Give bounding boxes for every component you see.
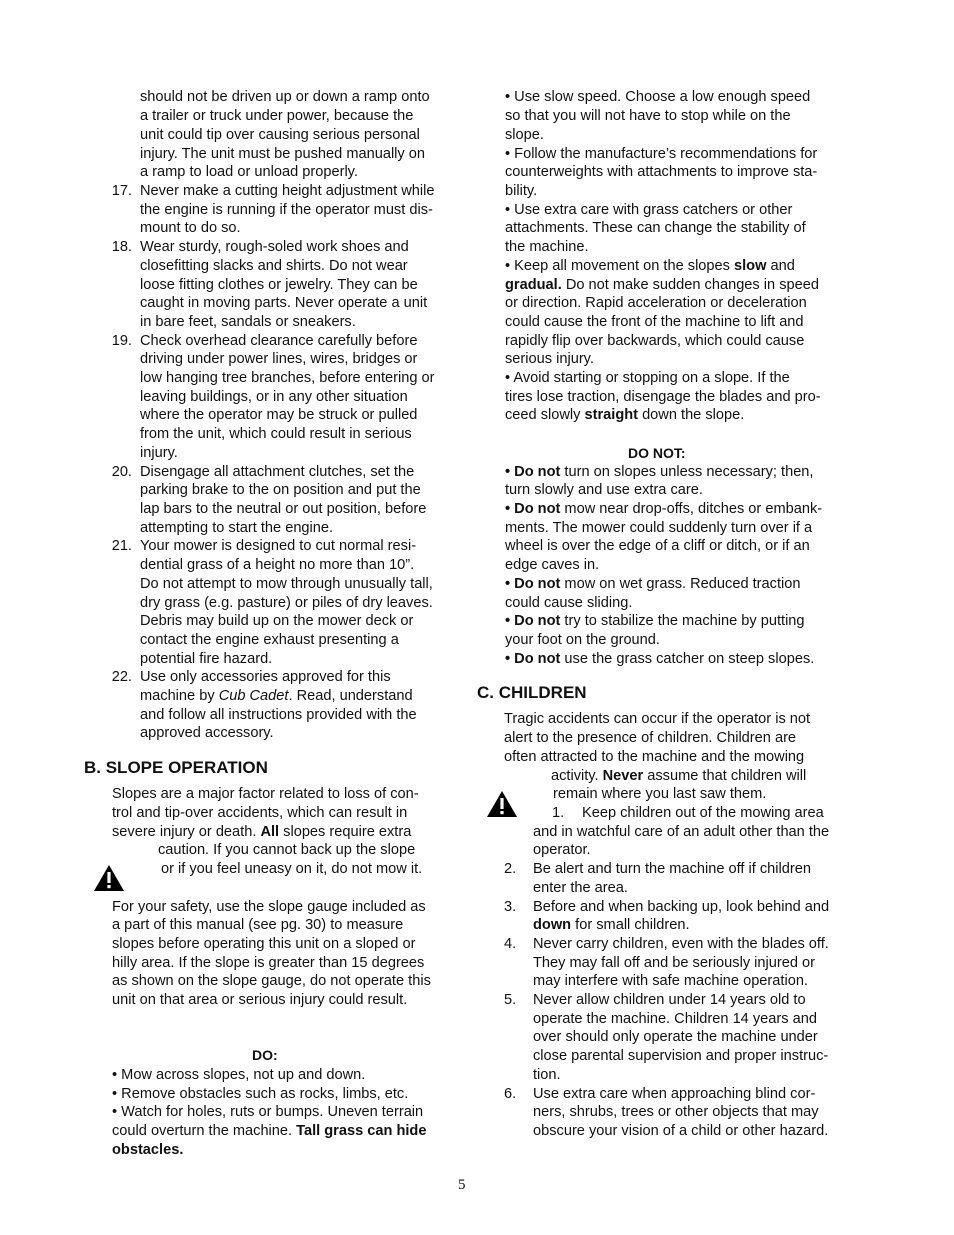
text-line: from the unit, which could result in serious <box>140 426 412 442</box>
text-line: Before and when backing up, look behind and <box>533 899 830 915</box>
text-line: • Follow the manufacture’s recommendations for <box>505 146 818 162</box>
do-heading: DO: <box>252 1047 278 1063</box>
text-line: hilly area. If the slope is greater than 15 degrees <box>112 955 425 971</box>
list-number: 4. <box>504 936 517 952</box>
brand-name: Cub Cadet <box>218 688 289 704</box>
text-line: obscure your vision of a child or other hazard. <box>533 1123 829 1139</box>
text-line: could cause the front of the machine to lift and <box>505 314 804 330</box>
list-number: 6. <box>504 1086 517 1102</box>
text-line: remain where you last saw them. <box>553 786 767 802</box>
text-line: • Remove obstacles such as rocks, limbs, etc. <box>112 1086 409 1102</box>
text-run: . Read, understand <box>288 688 413 704</box>
text-line: may interfere with safe machine operation. <box>533 973 808 989</box>
list-number: 3. <box>504 899 517 915</box>
text-line: low hanging tree branches, before entering or <box>140 370 435 386</box>
section-b-heading: B. SLOPE OPERATION <box>84 758 268 777</box>
text-line: Do not attempt to mow through unusually tall, <box>140 576 433 592</box>
text-run: and <box>766 258 795 274</box>
text-line: • Watch for holes, ruts or bumps. Uneven terrain <box>112 1104 424 1120</box>
text-line: or if you feel uneasy on it, do not mow it. <box>161 861 423 877</box>
text-line <box>112 1141 183 1160</box>
emphasis: Never <box>602 768 644 784</box>
text-line: Keep children out of the mowing area <box>582 805 824 821</box>
text-line: the machine. <box>505 239 589 255</box>
do-not-heading: DO NOT: <box>628 445 686 461</box>
text-line <box>505 612 805 631</box>
text-line: Debris may build up on the mower deck or <box>140 613 414 629</box>
text-line: unit on that area or serious injury could result. <box>112 992 408 1008</box>
list-number: 22. <box>111 669 132 685</box>
text-line: Never carry children, even with the blades off. <box>533 936 829 952</box>
text-line: rapidly flip over backwards, which could cause <box>505 333 805 349</box>
text-line: injury. <box>140 445 178 461</box>
text-run: mow on wet grass. Reduced traction <box>560 576 801 592</box>
text-run: assume that children will <box>643 768 807 784</box>
text-run: machine by <box>140 688 219 704</box>
text-line: For your safety, use the slope gauge included as <box>112 899 426 915</box>
text-run: try to stabilize the machine by putting <box>560 613 805 629</box>
text-line: should not be driven up or down a ramp onto <box>140 89 430 105</box>
text-run: slopes require extra <box>279 824 412 840</box>
text-line: close parental supervision and proper instruc- <box>533 1048 829 1064</box>
text-run: turn on slopes unless necessary; then, <box>560 464 814 480</box>
text-line: a trailer or truck under power, because the <box>140 108 414 124</box>
emphasis: down <box>533 917 572 933</box>
text-line: a part of this manual (see pg. 30) to measure <box>112 917 404 933</box>
text-line: Use extra care when approaching blind cor- <box>533 1086 816 1102</box>
list-number: 5. <box>504 992 517 1008</box>
text-line: bility. <box>505 183 538 199</box>
text-run: down the slope. <box>638 407 745 423</box>
text-line: • Avoid starting or stopping on a slope. If the <box>505 370 790 386</box>
text-run: for small children. <box>571 917 690 933</box>
text-run: activity. <box>551 768 603 784</box>
text-line: Your mower is designed to cut normal resi- <box>140 538 417 554</box>
list-number: 20. <box>111 464 132 480</box>
text-line: and in watchful care of an adult other than the <box>533 824 830 840</box>
text-line: counterweights with attachments to improve sta- <box>505 164 818 180</box>
text-line: driving under power lines, wires, bridges or <box>140 351 418 367</box>
text-line: a ramp to load or unload properly. <box>140 164 358 180</box>
text-line: unit could tip over causing serious personal <box>140 127 420 143</box>
text-line <box>551 767 806 786</box>
text-line: loose fitting clothes or jewelry. They can be <box>140 277 418 293</box>
text-line: approved accessory. <box>140 725 274 741</box>
text-line: wheel is over the edge of a cliff or ditch, or if an <box>505 538 810 554</box>
emphasis: Tall grass can hide <box>296 1123 427 1139</box>
text-line: • Mow across slopes, not up and down. <box>112 1067 366 1083</box>
text-run: mow near drop-offs, ditches or embank- <box>560 501 823 517</box>
list-number: 18. <box>111 239 132 255</box>
text-line <box>505 575 800 594</box>
text-line: ners, shrubs, trees or other objects that may <box>533 1104 819 1120</box>
text-line: potential fire hazard. <box>140 651 273 667</box>
list-number: 1. <box>552 805 565 821</box>
text-line: so that you will not have to stop while on the <box>505 108 791 124</box>
list-number: 2. <box>504 861 517 877</box>
text-line <box>140 687 413 706</box>
text-line: over should only operate the machine under <box>533 1029 818 1045</box>
text-line: Tragic accidents can occur if the operator is not <box>504 711 811 727</box>
text-line: tires lose traction, disengage the blades and pro- <box>505 389 821 405</box>
text-line: and follow all instructions provided with the <box>140 707 417 723</box>
text-line: as shown on the slope gauge, do not operate this <box>112 973 431 989</box>
text-line: They may fall off and be seriously injured or <box>533 955 816 971</box>
text-run: could overturn the machine. <box>112 1123 297 1139</box>
emphasis: All <box>260 824 280 840</box>
text-run: use the grass catcher on steep slopes. <box>560 651 815 667</box>
emphasis: straight <box>584 407 639 423</box>
text-line: turn slowly and use extra care. <box>505 482 703 498</box>
text-line: operate the machine. Children 14 years and <box>533 1011 817 1027</box>
text-line <box>533 916 690 935</box>
text-line: where the operator may be struck or pulled <box>140 407 418 423</box>
emphasis: • Do not <box>505 501 561 517</box>
text-run: Do not make sudden changes in speed <box>561 277 819 293</box>
text-line: mount to do so. <box>140 220 241 236</box>
text-line <box>505 463 813 482</box>
emphasis: • Do not <box>505 613 561 629</box>
text-line: lap bars to the neutral or out position, before <box>140 501 427 517</box>
text-line: caught in moving parts. Never operate a unit <box>140 295 428 311</box>
warning-icon <box>486 790 518 818</box>
text-line: dry grass (e.g. pasture) or piles of dry leaves. <box>140 595 433 611</box>
text-line <box>505 650 814 669</box>
text-line: trol and tip-over accidents, which can result in <box>112 805 408 821</box>
text-line: parking brake to the on position and put the <box>140 482 421 498</box>
text-line: Wear sturdy, rough-soled work shoes and <box>140 239 409 255</box>
text-line: caution. If you cannot back up the slope <box>158 842 416 858</box>
warning-icon <box>93 864 125 892</box>
text-line: the engine is running if the operator must dis- <box>140 202 433 218</box>
text-line: Use only accessories approved for this <box>140 669 391 685</box>
text-line <box>112 823 411 842</box>
emphasis: • Do not <box>505 464 561 480</box>
text-line: tion. <box>533 1067 561 1083</box>
text-line: slopes before operating this unit on a sloped or <box>112 936 416 952</box>
emphasis: • Do not <box>505 651 561 667</box>
list-number: 17. <box>111 183 132 199</box>
list-number: 21. <box>111 538 132 554</box>
text-line: Check overhead clearance carefully before <box>140 333 418 349</box>
text-line: operator. <box>533 842 591 858</box>
emphasis: obstacles. <box>112 1142 184 1158</box>
text-line: slope. <box>505 127 544 143</box>
text-line <box>505 257 795 276</box>
text-run: ceed slowly <box>505 407 585 423</box>
text-line <box>505 276 819 295</box>
text-line <box>112 1122 426 1141</box>
text-line: often attracted to the machine and the mowing <box>504 749 805 765</box>
text-line: edge caves in. <box>505 557 600 573</box>
text-line: attempting to start the engine. <box>140 520 334 536</box>
text-line: Slopes are a major factor related to loss of con- <box>112 786 419 802</box>
text-line: serious injury. <box>505 351 594 367</box>
text-line: injury. The unit must be pushed manually on <box>140 146 426 162</box>
text-line: Be alert and turn the machine off if children <box>533 861 811 877</box>
text-line: Disengage all attachment clutches, set the <box>140 464 415 480</box>
text-line: Never make a cutting height adjustment while <box>140 183 435 199</box>
emphasis: slow <box>734 258 767 274</box>
text-line: Never allow children under 14 years old to <box>533 992 806 1008</box>
text-line: closefitting slacks and shirts. Do not wear <box>140 258 408 274</box>
text-line: in bare feet, sandals or sneakers. <box>140 314 356 330</box>
list-number: 19. <box>111 333 132 349</box>
text-run: severe injury or death. <box>112 824 261 840</box>
text-line: dential grass of a height no more than 10”. <box>140 557 415 573</box>
text-line: could cause sliding. <box>505 595 633 611</box>
text-line <box>505 500 822 519</box>
text-line: ments. The mower could suddenly turn over if a <box>505 520 813 536</box>
text-line: • Use slow speed. Choose a low enough speed <box>505 89 811 105</box>
text-line: attachments. These can change the stability of <box>505 220 806 236</box>
text-line <box>505 406 744 425</box>
text-line: your foot on the ground. <box>505 632 660 648</box>
emphasis: gradual. <box>505 277 562 293</box>
text-line: alert to the presence of children. Children are <box>504 730 797 746</box>
text-run: • Keep all movement on the slopes <box>505 258 735 274</box>
text-line: contact the engine exhaust presenting a <box>140 632 399 648</box>
emphasis: • Do not <box>505 576 561 592</box>
text-line: • Use extra care with grass catchers or other <box>505 202 793 218</box>
text-line: leaving buildings, or in any other situation <box>140 389 408 405</box>
text-line: enter the area. <box>533 880 628 896</box>
section-c-heading: C. CHILDREN <box>477 683 587 702</box>
text-line: or direction. Rapid acceleration or deceleration <box>505 295 807 311</box>
page-number: 5 <box>458 1177 466 1193</box>
